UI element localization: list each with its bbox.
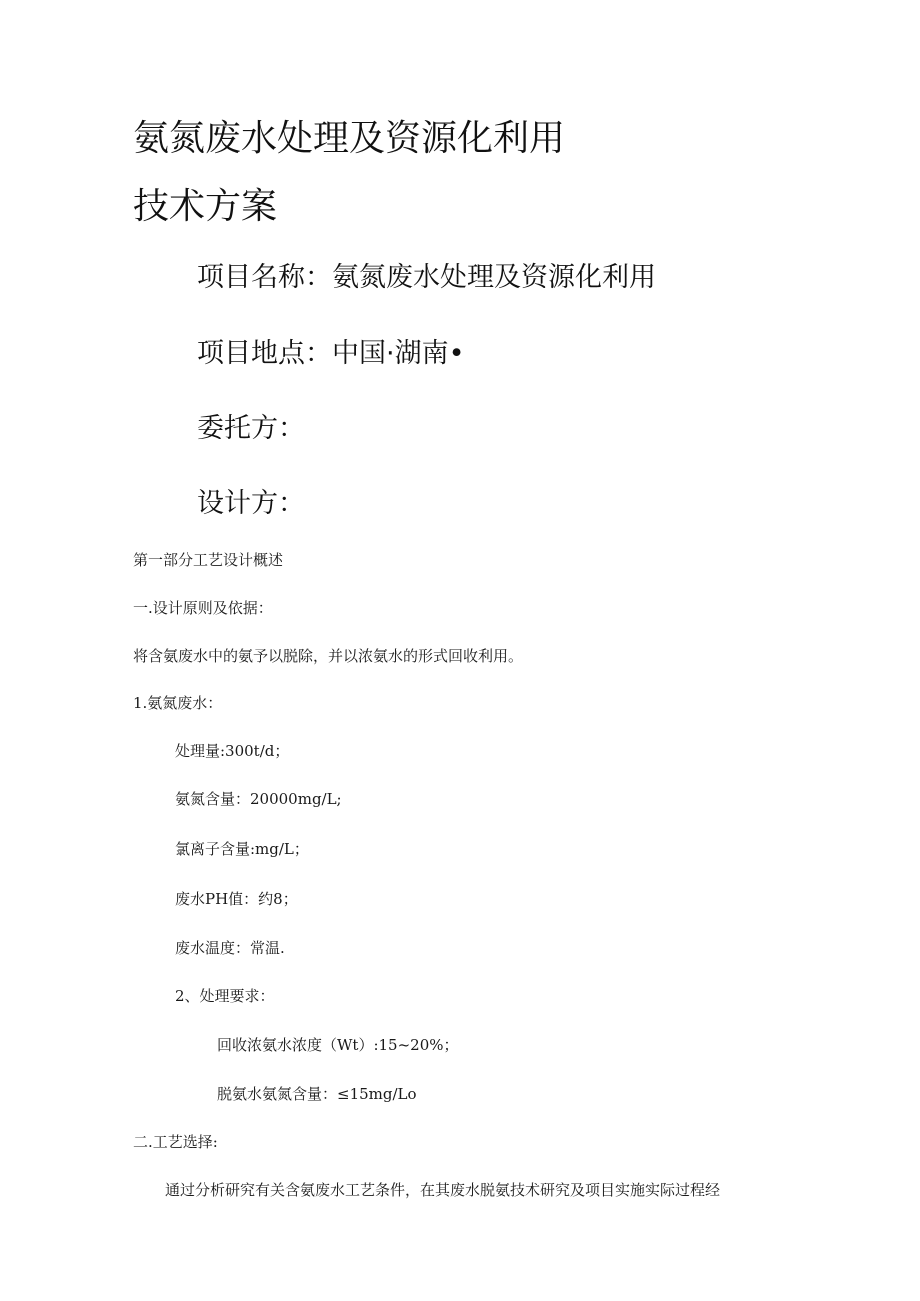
section-1-heading: 一.设计原则及依据： xyxy=(133,599,273,617)
project-designer: 设计方： xyxy=(197,488,305,519)
section-1-intro: 将含氨废水中的氨予以脱除，并以浓氨水的形式回收利用。 xyxy=(133,647,524,665)
sub-2-heading: 2、处理要求： xyxy=(175,987,275,1005)
wastewater-ph: 废水PH值：约8； xyxy=(175,890,298,908)
deammoniated-water-content: 脱氨水氨氮含量：≤15mg/Lo xyxy=(217,1085,417,1103)
project-name: 项目名称：氨氮废水处理及资源化利用 xyxy=(197,262,656,293)
section-2-text: 通过分析研究有关含氨废水工艺条件，在其废水脱氨技术研究及项目实施实际过程经 xyxy=(165,1181,721,1199)
sub-1-heading: 1.氨氮废水： xyxy=(133,694,223,712)
chloride-ion-content: 氯离子含量:mg/L； xyxy=(175,840,309,858)
ammonia-nitrogen-content: 氨氮含量：20000mg/L; xyxy=(175,790,342,808)
document-title-line-2: 技术方案 xyxy=(133,186,278,227)
part-heading: 第一部分工艺设计概述 xyxy=(133,551,284,569)
treatment-capacity: 处理量:300t/d； xyxy=(175,742,290,760)
recovered-ammonia-concentration: 回收浓氨水浓度（Wt）:15~20%； xyxy=(217,1036,459,1054)
project-client: 委托方： xyxy=(197,413,305,444)
project-location: 项目地点：中国·湖南• xyxy=(197,338,465,369)
wastewater-temperature: 废水温度：常温. xyxy=(175,939,285,957)
document-title-line-1: 氨氮废水处理及资源化利用 xyxy=(133,118,566,159)
section-2-heading: 二.工艺选择: xyxy=(133,1133,218,1151)
